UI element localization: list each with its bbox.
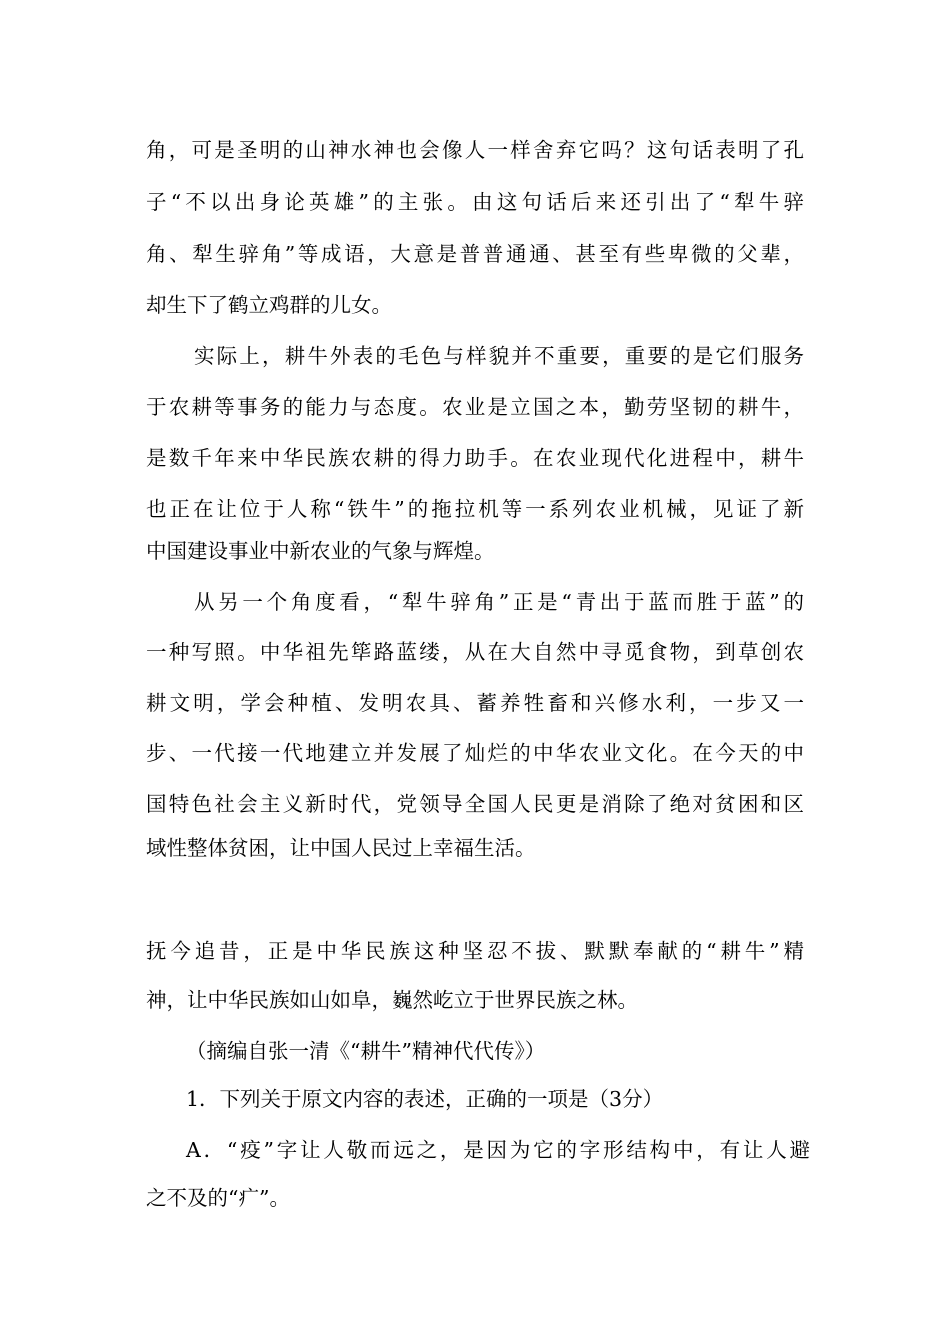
text-line: 实际上，耕牛外表的毛色与样貌并不重要，重要的是它们服务 (194, 344, 804, 368)
source-attribution: （摘编自张一清《“耕牛”精神代代传》） (186, 1039, 546, 1063)
text-line: 角，可是圣明的山神水神也会像人一样舍弃它吗？这句话表明了孔 (146, 138, 804, 162)
question-stem: 1．下列关于原文内容的表述，正确的一项是（3分） (186, 1087, 664, 1111)
text-line: 却生下了鹤立鸡群的儿女。 (146, 293, 392, 317)
text-line: 域性整体贫困，让中国人民过上幸福生活。 (146, 836, 536, 860)
text-line: 于农耕等事务的能力与态度。农业是立国之本，勤劳坚韧的耕牛， (146, 395, 804, 419)
text-line: 中国建设事业中新农业的气象与辉煌。 (146, 539, 495, 563)
text-line: 步、一代接一代地建立并发展了灿烂的中华农业文化。在今天的中 (146, 741, 804, 765)
answer-option-a-continued: 之不及的“疒”。 (146, 1186, 290, 1210)
text-line: 耕文明，学会种植、发明农具、蓄养牲畜和兴修水利，一步又一 (146, 691, 804, 715)
text-line: 子“不以出身论英雄”的主张。由这句话后来还引出了“犁牛骍 (146, 190, 804, 214)
text-line: 从另一个角度看，“犁牛骍角”正是“青出于蓝而胜于蓝”的 (194, 590, 804, 614)
text-line: 也正在让位于人称“铁牛”的拖拉机等一系列农业机械，见证了新 (146, 497, 804, 521)
text-line: 神，让中华民族如山如阜，巍然屹立于世界民族之林。 (146, 988, 638, 1012)
answer-option-a: A．“疫”字让人敬而远之，是因为它的字形结构中，有让人避 (186, 1138, 810, 1162)
text-line: 国特色社会主义新时代，党领导全国人民更是消除了绝对贫困和区 (146, 792, 804, 816)
text-line: 抚今追昔，正是中华民族这种坚忍不拔、默默奉献的“耕牛”精 (146, 939, 804, 963)
text-line: 是数千年来中华民族农耕的得力助手。在农业现代化进程中，耕牛 (146, 446, 804, 470)
text-line: 角、犁生骍角”等成语，大意是普普通通、甚至有些卑微的父辈， (146, 242, 804, 266)
text-line: 一种写照。中华祖先筚路蓝缕，从在大自然中寻觅食物，到草创农 (146, 640, 804, 664)
